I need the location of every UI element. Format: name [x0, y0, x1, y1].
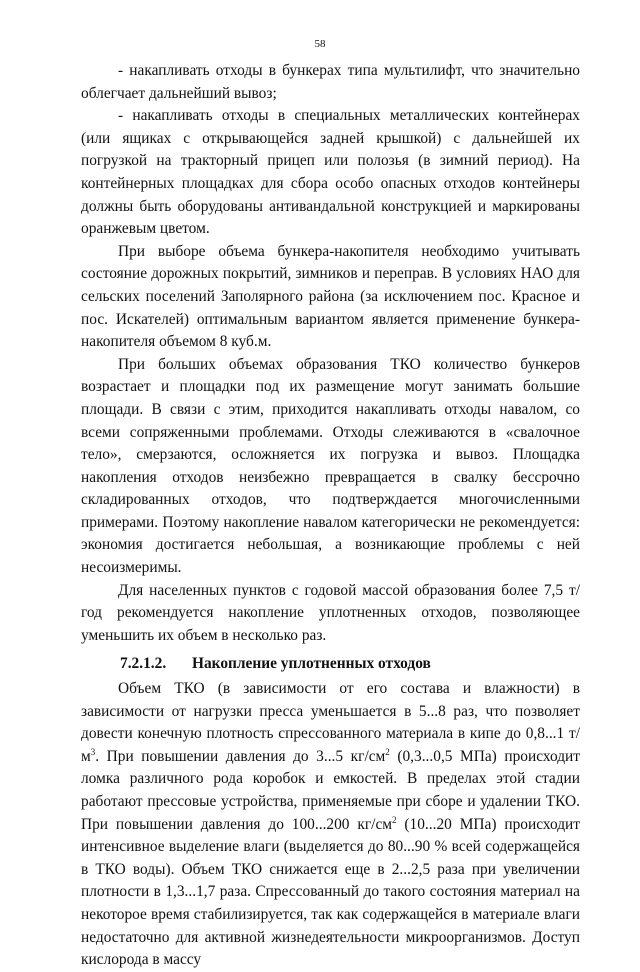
- section-number: 7.2.1.2.: [120, 655, 167, 673]
- compaction-text-4: (10...20 МПа) происходит интенсивное выделение влаги (выделяется до 80...90 % всей содержащейся в ТКО воды). Объем ТКО снижается еще в 2...2,5 раза при увеличении плотности в 1,3...1,7 раза. Спрессованный до такого состояния материал на некоторое время стабилизируется, так как содержащейся в материале влаги недостаточно для активной жизнедеятельности микроорганизмов. Доступ кислорода в массу: [81, 815, 580, 969]
- paragraph-multilift: - накапливать отходы в бункерах типа мультилифт, что значительно облегчает дальнейший вывоз;: [81, 62, 580, 102]
- paragraph-bulk-storage: При больших объемах образования ТКО количество бункеров возрастает и площадки под их размещение могут занимать большие площади. В связи с этим, приходится накапливать отходы навалом, со всеми сопряженными проблемами. Отходы слеживаются в «свалочное тело», смерзаются, осложняется их погрузка и вывоз. Площадка накопления отходов неизбежно превращается в свалку бессрочно складированных отходов, что подтверждается многочисленными примерами. Поэтому накопление навалом категорически не рекомендуется: экономия достигается небольшая, а возникающие проблемы с ней несоизмеримы.: [81, 355, 580, 577]
- paragraph-compaction-physics: [81, 678, 580, 972]
- compaction-text-3: (0,3...0,5 МПа) происходит ломка различного рода коробок и емкостей. В пределах этой стадии работают прессовые устройства, применяемые при сборе и удалении ТКО. При повышении давления до 100...200 кг/см: [81, 747, 581, 833]
- compaction-text-2: . При повышении давления до 3...5 кг/см: [95, 747, 386, 765]
- paragraph-metal-containers: - накапливать отходы в специальных металлических контейнерах (или ящиках с открывающейся задней крышкой) с дальнейшей их погрузкой на тракторный прицеп или полозья (в зимний период). На контейнерных площадках для сбора особо опасных отходов контейнеры должны быть оборудованы антивандальной конструкцией и маркированы оранжевым цветом.: [81, 107, 580, 238]
- section-title: Накопление уплотненных отходов: [192, 655, 431, 673]
- page-number: 58: [314, 38, 326, 50]
- compaction-text-1: Объем ТКО (в зависимости от его состава и влажности) в зависимости от нагрузки пресса уменьшается в 5...8 раз, что позволяет довести конечную плотность спрессованного материала в кипе до 0,8...1 т/м: [81, 680, 580, 765]
- superscript-square-1: 2: [385, 746, 390, 757]
- paragraph-bunker-volume: При выборе объема бункера-накопителя необходимо учитывать состояние дорожных покрытий, зимников и переправ. В условиях НАО для сельских поселений Заполярного района (за исключением пос. Красное и пос. Искателей) оптимальным вариантом является применение бункера-накопителя объемом 8 куб.м.: [81, 242, 580, 351]
- page-body: [81, 60, 580, 972]
- superscript-cubic: 3: [90, 746, 96, 757]
- superscript-square-2: 2: [392, 814, 397, 825]
- section-heading: [81, 653, 580, 676]
- paragraph-compacted-recommendation: Для населенных пунктов с годовой массой образования более 7,5 т/год рекомендуется накопление уплотненных отходов, позволяющее уменьшить их объем в несколько раз.: [81, 581, 580, 644]
